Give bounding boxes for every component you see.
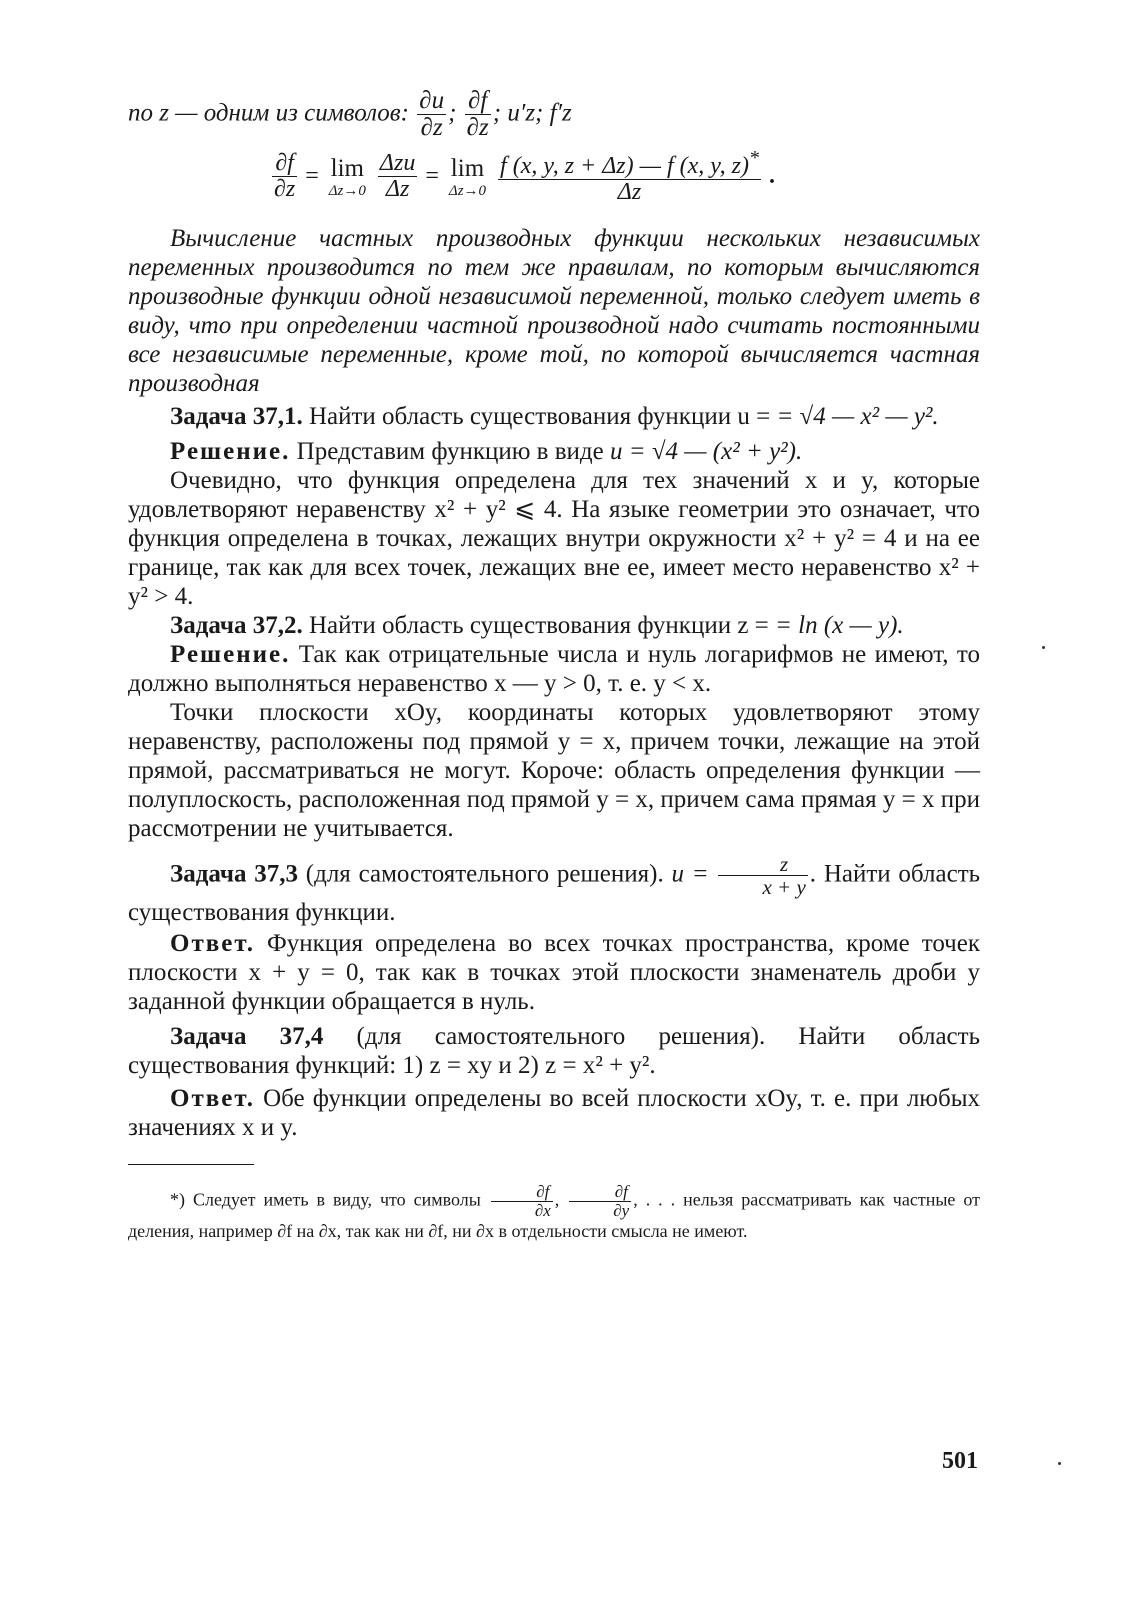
problem-37-2-solution-text: Точки плоскости xOy, координаты которых удовлетворяют этому неравенству, расположены под прямой y = x, причем точки, лежащие на этой прямой, рассматриваться не могут. Короче: область определения функции — полуплоскость, расположенная под прямой y = x, причем сама прямая y = x при рассмотрении не учитывается. xyxy=(128,698,980,842)
symbol-u-prime: u′z xyxy=(507,99,536,127)
problem-37-2-solution: Решение. Так как отрицательные числа и нуль логарифмов не имеют, то должно выполняться неравенство x — y > 0, т. е. y < x. xyxy=(128,640,980,697)
problem-title: Задача 37,2. xyxy=(170,611,303,639)
scan-speck xyxy=(1042,646,1045,649)
notation-line: по z — одним из символов: $\frac{\partial u}{\partial z}$ ; $\frac{\partial f}{\partial z}$ ; u′z; f′z xyxy=(128,87,572,142)
problem-37-1-solution: Решение. Представим функцию в виде u = √4 — (x² + y²). xyxy=(170,437,803,465)
problem-title: Задача 37,1. xyxy=(170,402,303,430)
mid-fraction: Δzu Δz xyxy=(379,150,416,203)
problem-title: Задача 37,3 xyxy=(170,859,298,887)
problem-37-3-statement: Задача 37,3 (для самостоятельного решения). u = $\frac{z}{x + y}$ . Найти область существования функции. xyxy=(128,851,981,926)
notation-text: по z — одним из символов: xyxy=(128,99,409,127)
symbol-df-dz: $\frac{\partial f}{\partial z}$ xyxy=(466,87,489,142)
problem-37-4-statement: Задача 37,4 (для самостоятельного решения). Найти область существования функций: 1) z = xy и 2) z = x² + y². xyxy=(128,1022,980,1079)
intro-paragraph: Вычисление частных производных функции нескольких независимых переменных производится по тем же правилам, по которым вычисляются производные функции одной независимой переменной, только следует иметь в виду, что при определении частной производной надо считать постоянными все независимые переменные, кроме той, по которой вычисляется частная производная xyxy=(128,224,980,397)
problem-37-1-statement: Задача 37,1. Найти область существования функции u = = √4 — x² — y². xyxy=(170,402,939,430)
answer-label: Ответ. xyxy=(170,929,255,957)
page-content xyxy=(128,88,980,1243)
scan-speck xyxy=(1058,1462,1061,1465)
u-fraction: $\frac{z}{x + y}$ xyxy=(718,853,807,898)
answer-label: Ответ. xyxy=(170,1084,255,1112)
problem-37-1-solution-text: Очевидно, что функция определена для тех значений x и y, которые удовлетворяют неравенству x² + y² ⩽ 4. На языке геометрии это означает, что функция определена в точках, лежащих внутри окружности x² + y² = 4 и на ее границе, так как для всех точек, лежащих вне ее, имеет место неравенство x² + y² > 4. xyxy=(128,466,980,610)
footnote-fraction-2: $\frac{\partial f}{\partial y}$ xyxy=(569,1183,631,1220)
footnote-divider xyxy=(128,1164,254,1165)
partial-derivative-formula: $\frac{\partial f}{\partial z}$ = lim Δz→0 Δzu Δz = lim Δz→0 $\frac{f (x, y, z + \Delta z) — f (x, y, z)^*}{\Delta z}$ . xyxy=(274,147,775,206)
problem-37-3-answer: Ответ. Функция определена во всех точках пространства, кроме точек плоскости x + y = 0, так как в точках этой плоскости знаменатель дроби у заданной функции обращается в нуль. xyxy=(128,929,980,1015)
problem-37-2-statement: Задача 37,2. Найти область существования функции z = = ln (x — y). xyxy=(170,611,904,639)
solution-label: Решение. xyxy=(170,640,291,668)
page-number: 501 xyxy=(942,1448,978,1474)
footnote-fraction-1: $\frac{\partial f}{\partial x}$ xyxy=(491,1183,553,1220)
limit-1: lim Δz→0 xyxy=(328,154,366,199)
symbol-du-dz: $\frac{\partial u}{\partial z}$ xyxy=(419,87,445,142)
footnote: *) Следует иметь в виду, что символы $\frac{\partial f}{\partial x}$ , $\frac{\partial f}{\partial y}$ , . . . нельзя рассматривать как частные от деления, например ∂f на ∂x, так как ни ∂f, ни ∂x в отдельности смысла не имеют. xyxy=(128,1181,981,1242)
symbol-f-prime: f′z xyxy=(549,99,572,127)
solution-label: Решение. xyxy=(170,437,291,465)
lhs-fraction: $\frac{\partial f}{\partial z}$ xyxy=(274,150,296,203)
limit-2: lim Δz→0 xyxy=(448,154,487,199)
problem-37-4-answer: Ответ. Обе функции определены во всей плоскости xOy, т. е. при любых значениях x и y. xyxy=(128,1084,980,1141)
problem-title: Задача 37,4 xyxy=(170,1022,324,1050)
rhs-fraction: $\frac{f (x, y, z + \Delta z) — f (x, y, z)^*}{\Delta z}$ xyxy=(500,147,759,206)
